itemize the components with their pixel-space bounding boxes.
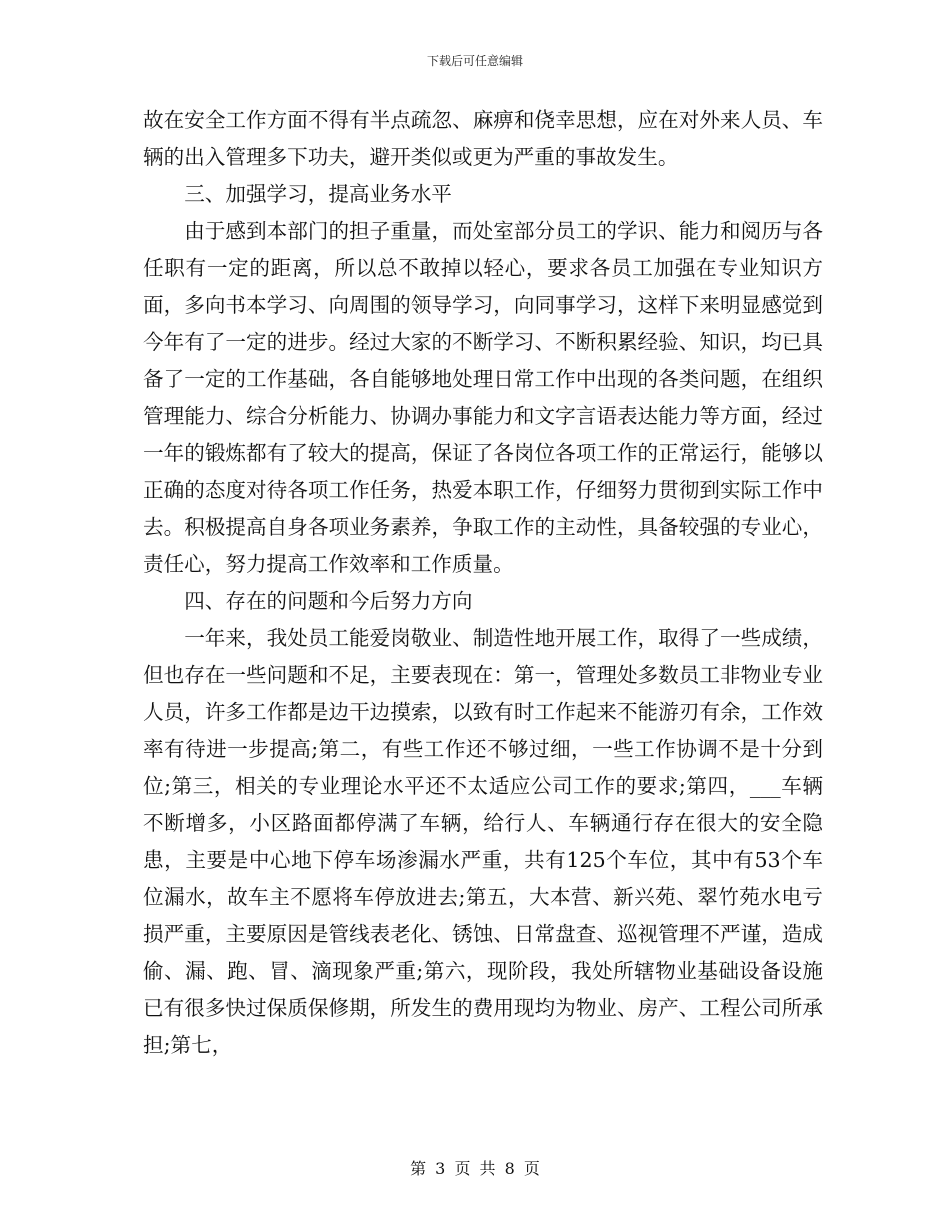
- paragraph-continued: 故在安全工作方面不得有半点疏忽、麻痹和侥幸思想，应在对外来人员、车辆的出入管理多下功夫，避开类似或更为严重的事故发生。: [143, 108, 823, 169]
- paragraph-problems: 一年来，我处员工能爱岗敬业、制造性地开展工作，取得了一些成绩，但也存在一些问题和不足，主要表现在：第一，管理处多数员工非物业专业人员，许多工作都是边干边摸索，以致有时工作起来不能游刃有余，工作效率有待进一步提高;第二，有些工作还不够过细，一些工作协调不是十分到位;第三，相关的专业理论水平还不太适应公司工作的要求;第四，___车辆不断增多，小区路面都停满了车辆，给行人、车辆通行存在很大的安全隐患，主要是中心地下停车场渗漏水严重，共有125个车位，其中有53个车位漏水，故车主不愿将车停放进去;第五，大本营、新兴苑、翠竹苑水电亏损严重，主要原因是管线表老化、锈蚀、日常盘查、巡视管理不严谨，造成偷、漏、跑、冒、滴现象严重;第六，现阶段，我处所辖物业基础设备设施已有很多快过保质保修期，所发生的费用现均为物业、房产、工程公司所承担;第七，: [143, 626, 823, 1057]
- page-header: 下载后可任意编辑: [426, 54, 523, 68]
- document-body: [143, 102, 823, 1064]
- paragraph-learning: 由于感到本部门的担子重量，而处室部分员工的学识、能力和阅历与各任职有一定的距离，所以总不敢掉以轻心，要求各员工加强在专业知识方面，多向书本学习、向周围的领导学习，向同事学习，这样下来明显感觉到今年有了一定的进步。经过大家的不断学习、不断积累经验、知识，均已具备了一定的工作基础，各自能够地处理日常工作中出现的各类问题，在组织管理能力、综合分析能力、协调办事能力和文字言语表达能力等方面，经过一年的锻炼都有了较大的提高，保证了各岗位各项工作的正常运行，能够以正确的态度对待各项工作任务，热爱本职工作，仔细努力贯彻到实际工作中去。积极提高自身各项业务素养，争取工作的主动性，具备较强的专业心，责任心，努力提高工作效率和工作质量。: [143, 219, 823, 576]
- section-heading-3: 三、加强学习，提高业务水平: [184, 182, 452, 206]
- page-footer: 第 3 页 共 8 页: [410, 1159, 540, 1178]
- section-heading-4: 四、存在的问题和今后努力方向: [184, 589, 473, 613]
